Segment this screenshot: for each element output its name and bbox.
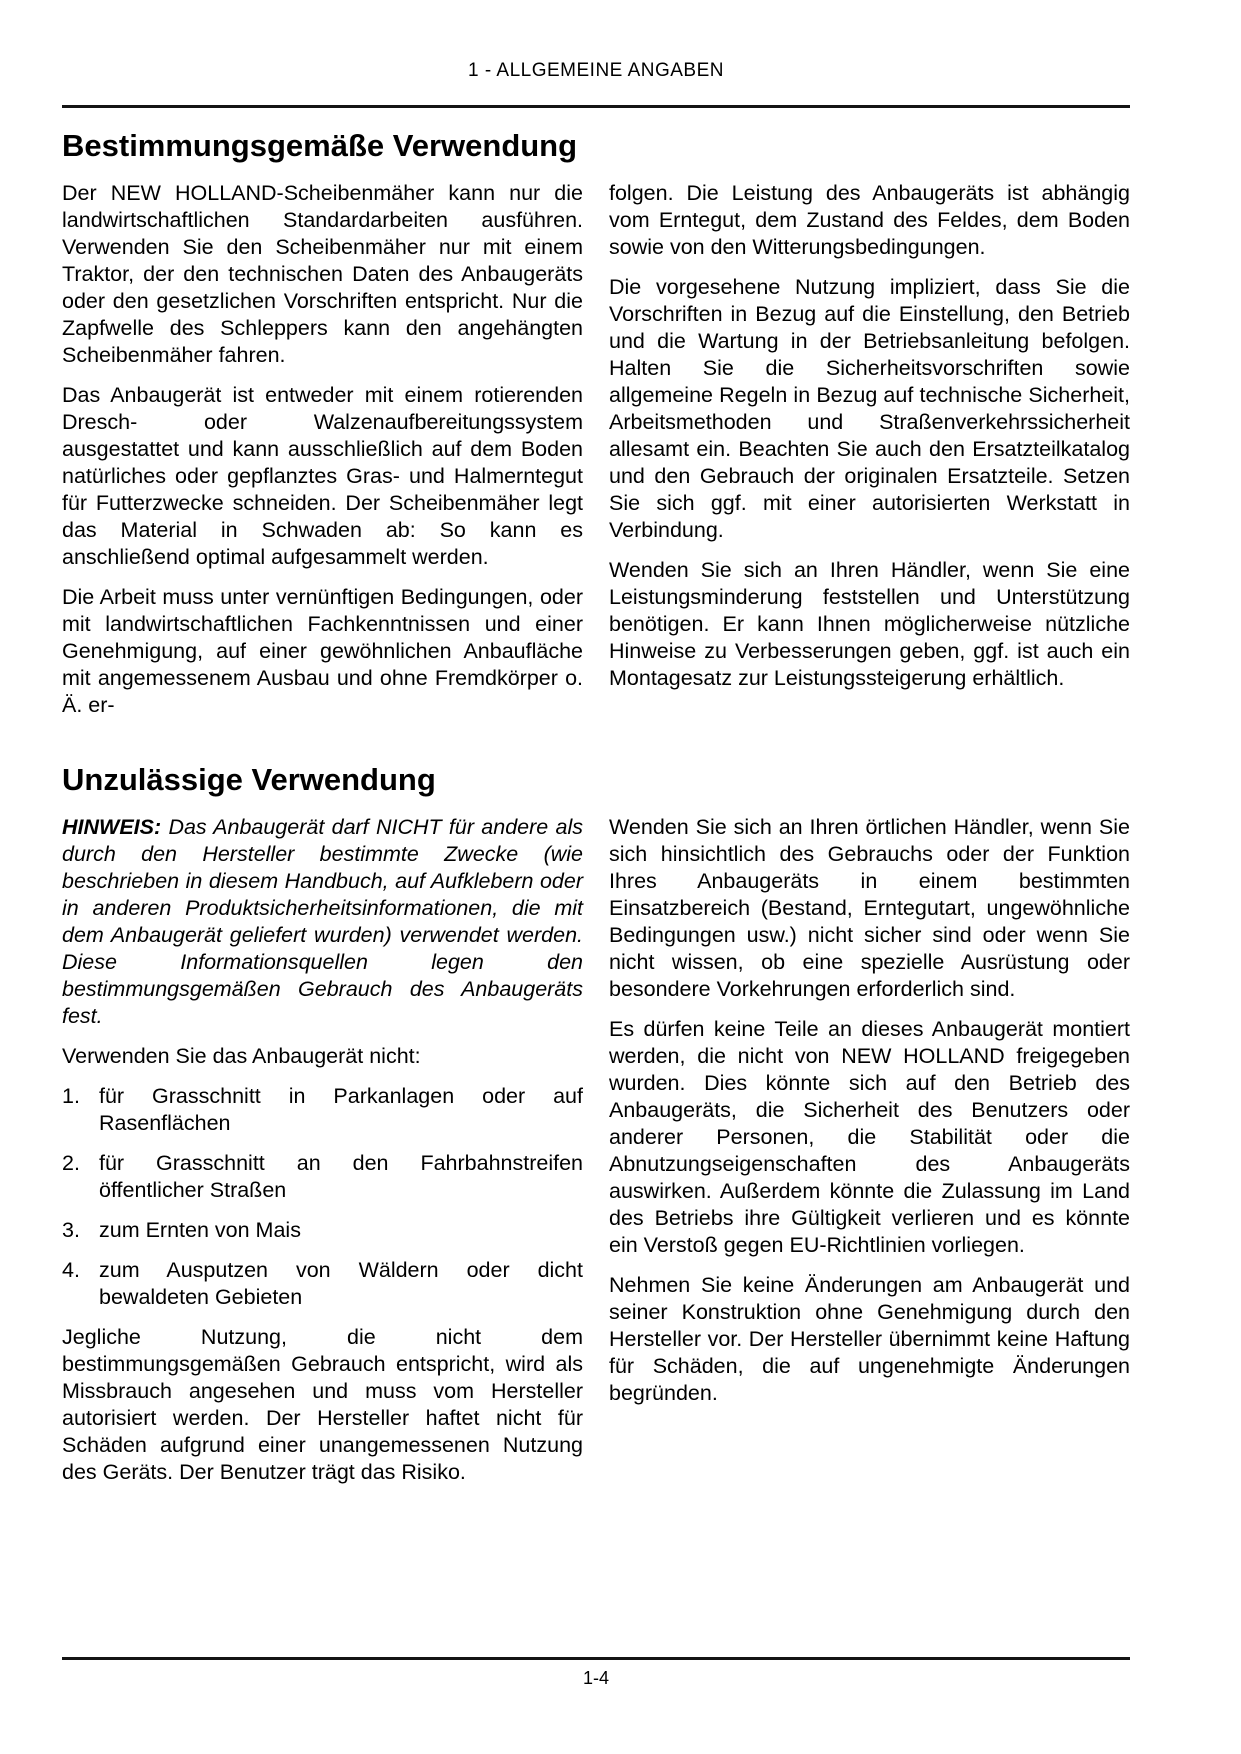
list-item: [62, 1217, 583, 1244]
list-item-text: zum Ausputzen von Wäldern oder dicht bewaldeten Gebieten: [99, 1258, 583, 1309]
paragraph: Jegliche Nutzung, die nicht dem bestimmungsgemäßen Gebrauch entspricht, wird als Missbrauch angesehen und muss vom Hersteller autorisiert werden. Der Hersteller haftet nicht für Schäden aufgrund einer unangemessenen Nutzung des Geräts. Der Benutzer trägt das Risiko.: [62, 1325, 583, 1484]
list-item-text: zum Ernten von Mais: [99, 1218, 301, 1242]
paragraph: Der NEW HOLLAND-Scheibenmäher kann nur die landwirtschaftlichen Standardarbeiten ausführen. Verwenden Sie den Scheibenmäher nur mit einem Traktor, der den technischen Daten des Anbaugeräts oder den gesetzlichen Vorschriften entspricht. Nur die Zapfwelle des Schleppers kann den angehängten Scheibenmäher fahren.: [62, 181, 583, 367]
section-unzulaessige-verwendung: [62, 762, 1130, 1499]
right-column: [609, 814, 1130, 1420]
list-item-text: für Grasschnitt an den Fahrbahnstreifen öffentlicher Straßen: [99, 1151, 583, 1202]
section-bestimmungsgemaesse-verwendung: [62, 128, 1130, 732]
paragraph: Nehmen Sie keine Änderungen am Anbaugerät und seiner Konstruktion ohne Genehmigung durch den Hersteller vor. Der Hersteller übernimmt keine Haftung für Schäden, die auf ungenehmigte Änderungen begründen.: [609, 1273, 1130, 1405]
list-item: [62, 1083, 583, 1137]
notice-text: Das Anbaugerät darf NICHT für andere als durch den Hersteller bestimmte Zwecke (wie beschrieben in diesem Handbuch, auf Aufklebern oder in anderen Produktsicherheitsinformationen, die mit dem Anbaugerät geliefert wurden) verwendet werden. Diese Informationsquellen legen den bestimmungsgemäßen Gebrauch des Anbaugeräts fest.: [62, 815, 583, 1028]
list-item: [62, 1257, 583, 1311]
left-column: [62, 180, 583, 732]
list-intro: Verwenden Sie das Anbaugerät nicht:: [62, 1044, 421, 1068]
section-title: Unzulässige Verwendung: [62, 762, 436, 797]
notice-label: HINWEIS:: [62, 815, 162, 839]
paragraph: Wenden Sie sich an Ihren örtlichen Händler, wenn Sie sich hinsichtlich des Gebrauchs oder der Funktion Ihres Anbaugeräts in einem bestimmten Einsatzbereich (Bestand, Erntegutart, ungewöhnliche Bedingungen usw.) nicht sicher sind oder wenn Sie nicht wissen, ob eine spezielle Ausrüstung oder besondere Vorkehrungen erforderlich sind.: [609, 815, 1130, 1001]
paragraph: Es dürfen keine Teile an dieses Anbaugerät montiert werden, die nicht von NEW HOLLAND freigegeben wurden. Dies könnte sich auf den Betrieb des Anbaugeräts, die Sicherheit des Benutzers oder anderer Personen, die Stabilität oder die Abnutzungseigenschaften des Anbaugeräts auswirken. Außerdem könnte die Zulassung im Land des Betriebs ihre Gültigkeit verlieren und es könnte ein Verstoß gegen EU-Richtlinien vorliegen.: [609, 1017, 1130, 1257]
section-title: Bestimmungsgemäße Verwendung: [62, 128, 578, 163]
left-column: [62, 814, 583, 1499]
paragraph: Die Arbeit muss unter vernünftigen Bedingungen, oder mit landwirtschaftlichen Fachkenntnissen und einer Genehmigung, auf einer gewöhnlichen Anbaufläche mit angemessenem Ausbau und ohne Fremdkörper o. Ä. er-: [62, 585, 583, 717]
list-number: 1.: [62, 1084, 80, 1108]
two-column-layout: [62, 180, 1130, 732]
list-number: 2.: [62, 1151, 80, 1175]
header-rule: [62, 105, 1130, 108]
paragraph: Wenden Sie sich an Ihren Händler, wenn Sie eine Leistungsminderung feststellen und Unterstützung benötigen. Er kann Ihnen möglicherweise nützliche Hinweise zu Verbesserungen geben, ggf. ist auch ein Montagesatz zur Leistungssteigerung erhältlich.: [609, 558, 1130, 690]
footer-rule: [62, 1657, 1130, 1660]
two-column-layout: [62, 814, 1130, 1499]
page-number: 1-4: [582, 1668, 609, 1688]
page-content: [62, 120, 1130, 1499]
list-item-text: für Grasschnitt in Parkanlagen oder auf Rasenflächen: [99, 1084, 583, 1135]
right-column: [609, 180, 1130, 705]
paragraph: Die vorgesehene Nutzung impliziert, dass Sie die Vorschriften in Bezug auf die Einstellung, den Betrieb und die Wartung in der Betriebsanleitung befolgen. Halten Sie die Sicherheitsvorschriften sowie allgemeine Regeln in Bezug auf technische Sicherheit, Arbeitsmethoden und Straßenverkehrssicherheit allesamt ein. Beachten Sie auch den Ersatzteilkatalog und den Gebrauch der originalen Ersatzteile. Setzen Sie sich ggf. mit einer autorisierten Werkstatt in Verbindung.: [609, 275, 1130, 542]
paragraph: folgen. Die Leistung des Anbaugeräts ist abhängig vom Erntegut, dem Zustand des Feldes, dem Boden sowie von den Witterungsbedingungen.: [609, 181, 1130, 259]
list-number: 4.: [62, 1258, 80, 1282]
paragraph: Das Anbaugerät ist entweder mit einem rotierenden Dresch- oder Walzenaufbereitungssystem ausgestattet und kann ausschließlich auf dem Boden natürliches oder gepflanztes Gras- und Halmerntegut für Futterzwecke schneiden. Der Scheibenmäher legt das Material in Schwaden ab: So kann es anschließend optimal aufgesammelt werden.: [62, 383, 583, 569]
list-number: 3.: [62, 1218, 80, 1242]
notice-paragraph: [62, 814, 583, 1030]
chapter-header: 1 - ALLGEMEINE ANGABEN: [468, 60, 724, 81]
list-item: [62, 1150, 583, 1204]
